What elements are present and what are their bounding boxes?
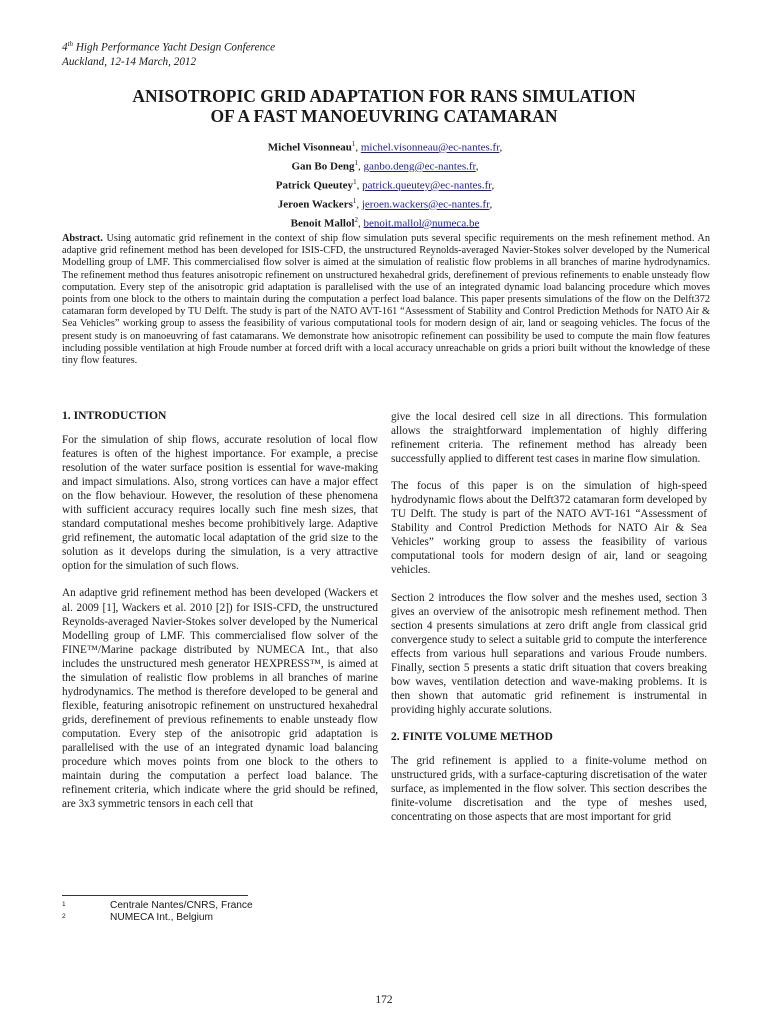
paper-title bbox=[60, 86, 708, 126]
paragraph: Section 2 introduces the flow solver and the meshes used, section 3 gives an overview of the anisotropic mesh refinement method. Then section 4 presents simulations at zero drift angle from classical grid convergence study to select a suitable grid to compute the interference effects from various hull separations and various Froude numbers. Finally, section 5 presents a static drift situation that covers breaking bow waves, ventilation detection and wave-making problems. It is then shown that automatic grid refinement is instrumental in providing highly accurate solutions. bbox=[391, 591, 707, 716]
author-entry: Jeroen Wackers$^1$, jeroen.wackers@ec-nantes.fr, bbox=[277, 196, 493, 211]
page-number: 172 bbox=[375, 994, 393, 1006]
conference-line-2: Auckland, 12-14 March, 2012 bbox=[62, 55, 197, 68]
author-name: Patrick Queutey bbox=[275, 179, 354, 192]
paragraph: give the local desired cell size in all directions. This formulation allows the straightforward implementation of highly differing refinement criteria. The refinement method has already been successfully applied to different test cases in marine flow simulation. bbox=[391, 411, 707, 466]
author-name: Benoit Mallol bbox=[290, 217, 355, 230]
author-entry: Gan Bo Deng$^1$, ganbo.deng@ec-nantes.fr, bbox=[291, 158, 479, 173]
paragraph: An adaptive grid refinement method has been developed (Wackers et al. 2009 [1], Wackers et al. 2010 [2]) for ISIS-CFD, the unstructured Reynolds-averaged Navier-Stokes solver developed by the Numerical Modelling group of LMF. This commercialised flow solver of the FINE™/Marine package distributed by NUMECA Int., that also includes the unstructured mesh generator HEXPRESS™, is aimed at the simulation of realistic flow problems in all branches of marine hydrodynamics. The method is therefore developed to be general and flexible, featuring anisotropic refinement on unstructured hexahedral grids, derefinement of previous refinements to enable unsteady flow computation. Every step of the anisotropic grid adaptation is parallelised with the use of an integrated dynamic load balancing procedure which moves points from one block to the others to maintain during the computation a perfect load balance. The refinement criteria, which indicate where the grid should be refined, are 3x3 symmetric tensors in each cell that bbox=[62, 587, 378, 811]
author-entry: Michel Visonneau$^1$, michel.visonneau@ec-nantes.fr, bbox=[267, 140, 503, 154]
author-name: Michel Visonneau bbox=[267, 141, 352, 154]
title-line-1: ANISOTROPIC GRID ADAPTATION FOR RANS SIMULATION bbox=[132, 86, 636, 106]
paragraph: The grid refinement is applied to a finite-volume method on unstructured grids, with a surface-capturing discretisation of the water surface, as implemented in the flow solver. This section describes the finite-volume discretisation and the type of meshes used, concentrating on those aspects that are most important for grid bbox=[391, 754, 707, 824]
footnote-text: Centrale Nantes/CNRS, France bbox=[110, 900, 253, 911]
author-name: Gan Bo Deng bbox=[291, 160, 355, 173]
author-email-link[interactable]: jeroen.wackers@ec-nantes.fr bbox=[361, 198, 490, 211]
author-entry: Benoit Mallol$^2$, benoit.mallol@numeca.be bbox=[290, 215, 480, 230]
conference-line-1: 4th High Performance Yacht Design Conference bbox=[62, 40, 276, 54]
left-column bbox=[62, 409, 378, 824]
footnote-item bbox=[62, 900, 253, 912]
footnote-divider bbox=[62, 895, 248, 896]
author-list bbox=[90, 137, 680, 232]
footnote-number: 2 bbox=[62, 912, 66, 920]
section-heading-finite-volume: 2. FINITE VOLUME METHOD bbox=[391, 729, 553, 743]
author-email-link[interactable]: patrick.queutey@ec-nantes.fr bbox=[362, 179, 492, 192]
abstract-text: Using automatic grid refinement in the context of ship flow simulation puts several specific requirements on the mesh refinement method. An adaptive grid refinement method has been developed for ISIS-CFD, the unstructured Reynolds-averaged Navier-Stokes solver developed by the Numerical Modelling group of LMF. This commercialised flow solver is aimed at the simulation of realistic flow problems in all branches of marine hydrodynamics. The refinement method thus features anisotropic refinement on unstructured hexahedral grids, derefinement of previous refinements to enable unsteady flow computation. Every step of the anisotropic grid adaptation is parallelised with the use of an integrated dynamic load balancing procedure which moves points from one block to the others to maintain during the computation a perfect load balance. This paper presents simulations of the flow on the Delft372 catamaran form developed by TU Delft. The study is part of the NATO AVT-161 “Assessment of Stability and Control Prediction Methods for NATO Air & Sea Vehicles” working group to assess the feasibility of various computational tools for modern design of air, land or seagoing vehicles. The focus of the present study is on manoeuvring of fast catamarans. We demonstrate how anisotropic refinement can possibility be used to compute the main flow features including possible ventilation at high Froude number at forced drift with a local accuracy unreachable on grids a priori built without the knowledge of these tiny flow features. bbox=[62, 233, 710, 367]
paragraph: For the simulation of ship flows, accurate resolution of local flow features is often of the highest importance. For example, a precise resolution of the water surface position is essential for wave-making and impact simulations. Also, strong vortices can have a major effect on the flow behaviour. However, the resolution of these phenomena with sufficient accuracy requires locally such fine mesh sizes, that standard computational meshes become prohibitively large. Adaptive grid refinement, the automatic local adaptation of the grid size to the solution as it develops during the simulation, is a very attractive option for the simulation of such flows. bbox=[62, 434, 378, 573]
footnote-text: NUMECA Int., Belgium bbox=[110, 911, 214, 923]
author-email-link[interactable]: michel.visonneau@ec-nantes.fr bbox=[360, 141, 500, 154]
author-email-link[interactable]: ganbo.deng@ec-nantes.fr bbox=[363, 160, 476, 173]
author-affiliation-mark: 2 bbox=[354, 215, 359, 224]
footnote-number: 1 bbox=[62, 901, 66, 908]
abstract-label: Abstract. bbox=[62, 233, 103, 244]
footnote-item bbox=[62, 912, 253, 924]
footnotes bbox=[62, 900, 253, 923]
section-heading-introduction: 1. INTRODUCTION bbox=[62, 409, 167, 422]
title-line-2: OF A FAST MANOEUVRING CATAMARAN bbox=[210, 106, 558, 126]
conference-header bbox=[62, 37, 275, 69]
author-affiliation-mark: 1 bbox=[351, 140, 356, 148]
author-email-link[interactable]: benoit.mallol@numeca.be bbox=[363, 217, 480, 230]
author-affiliation-mark: 1 bbox=[354, 158, 358, 167]
author-affiliation-mark: 1 bbox=[353, 177, 357, 186]
author-affiliation-mark: 1 bbox=[352, 196, 357, 205]
author-entry: Patrick Queutey$^1$, patrick.queutey@ec-nantes.fr, bbox=[275, 177, 495, 192]
author-name: Jeroen Wackers bbox=[277, 198, 353, 211]
right-column bbox=[391, 410, 707, 837]
paragraph: The focus of this paper is on the simulation of high-speed hydrodynamic flows about the Delft372 catamaran form developed by TU Delft. The study is part of the NATO AVT-161 “Assessment of Stability and Control Prediction Methods for NATO Air & Sea Vehicles” working group to assess the feasibility of various computational tools for modern design of air, land or seagoing vehicles. bbox=[391, 480, 707, 577]
abstract bbox=[62, 233, 710, 367]
